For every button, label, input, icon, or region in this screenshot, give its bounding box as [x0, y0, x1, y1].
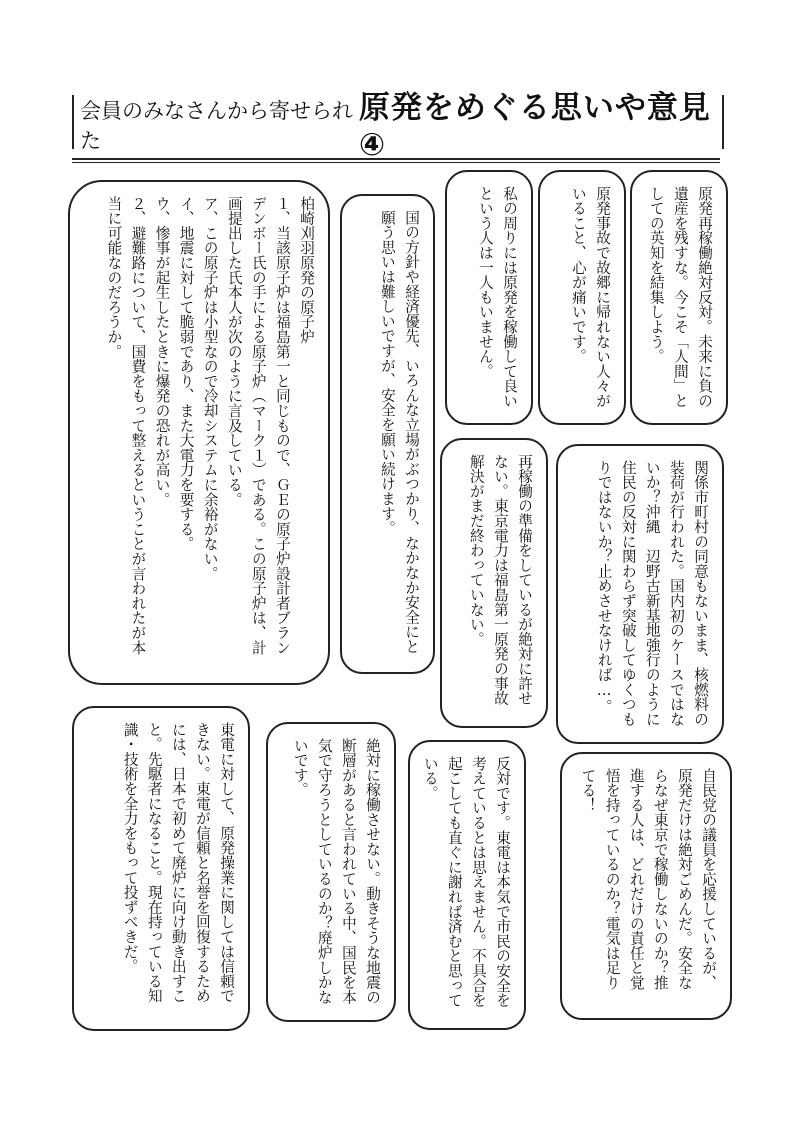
divider-rule-bottom	[72, 162, 720, 163]
opinion-bubble-toden	[72, 706, 250, 1031]
opinion-bubble-hantai-desu	[408, 740, 526, 1030]
opinion-text: 関係市町村の同意もないまま、核燃料の装荷が行われた。国内初のケースではないか？沖縄 辺野古新基地強行のように住民の反対に関わらず突破してゆくつもりではないか？止めさせなければ…。	[595, 460, 709, 727]
opinion-bubble-kashiwazaki	[68, 180, 330, 685]
opinion-bubble-mawari	[445, 170, 533, 425]
opinion-text: 東電に対して、原発操業に関しては信頼できない。東電が信頼と名誉を回復するためには、日本で初めて廃炉に向け動き出すこと。先駆者になること。現在持っている知識・技術を全力をもって投ずべきだ。	[121, 722, 235, 1004]
title-banner	[72, 89, 724, 163]
opinion-text: 原発再稼働絶対反対。未来に負の遺産を残すな。今こそ「人間」としての英知を結集しよう。	[647, 186, 713, 408]
opinion-text: 原発事故で故郷に帰れない人々がいること、心が痛いです。	[569, 186, 611, 408]
opinion-bubble-anzen	[340, 194, 435, 674]
opinion-text: 自民党の議員を応援しているが、原発だけは絶対ごめんだ。安全ならなぜ東京で稼働しないのか？推進する人は、どれだけの責任と覚悟を持っているのか？電気は足りてる！	[579, 768, 717, 990]
opinion-bubble-jiminto	[560, 752, 732, 1020]
opinion-bubble-junbi	[440, 438, 548, 728]
opinion-text: 柏崎刈羽原発の原子炉 １、当該原子炉は福島第一と同じもので、ＧＥの原子炉設計者ブランデンボー氏の手による原子炉（マーク１）である。この原子炉は、計画提出した氏本人が次のように言及している。 ア、この原子炉は小型なので冷却システムに余裕がない。 イ、地震に対して脆弱であり、また大電力を要する。 ウ、惨事が起生したときに爆発の恐れが高い。 ２、避難路について、国費をもって整えるということが言われたが本当に可能なのだろうか。	[105, 196, 315, 655]
opinion-text: 絶対に稼働させない。動きそうな地震の断層があると言われている中、国民を本気で守ろうとしているのか？廃炉しかないです。	[291, 738, 381, 1005]
title-prefix: 会員のみなさんから寄せられた	[80, 98, 353, 153]
opinion-bubble-zettai	[266, 722, 396, 1022]
title-text-block	[74, 78, 722, 167]
opinion-bubble-saikado-hantai	[630, 170, 728, 425]
divider-rule-top	[72, 158, 720, 160]
opinion-text: 反対です。東電は本気で市民の安全を考えているとは思えません。不具合を起こしても直ぐに謝れば済むと思っている。	[421, 756, 511, 1008]
opinion-bubble-kankei	[556, 444, 724, 744]
opinion-text: 再稼働の準備をしているが絶対に許せない。東京電力は福島第一原発の事故解決がまだ終わっていない。	[467, 454, 533, 706]
opinion-text: 私の周りには原発を稼働して良いという人は一人もいません。	[476, 186, 518, 408]
page-title: 原発をめぐる思いや意見④	[358, 89, 711, 163]
opinion-bubble-kokyo	[538, 170, 626, 425]
opinion-text: 国の方針や経済優先、いろんな立場がぶつかり、なかなか安全にと願う思いは難しいですが、安全を願い続けます。	[378, 210, 420, 654]
